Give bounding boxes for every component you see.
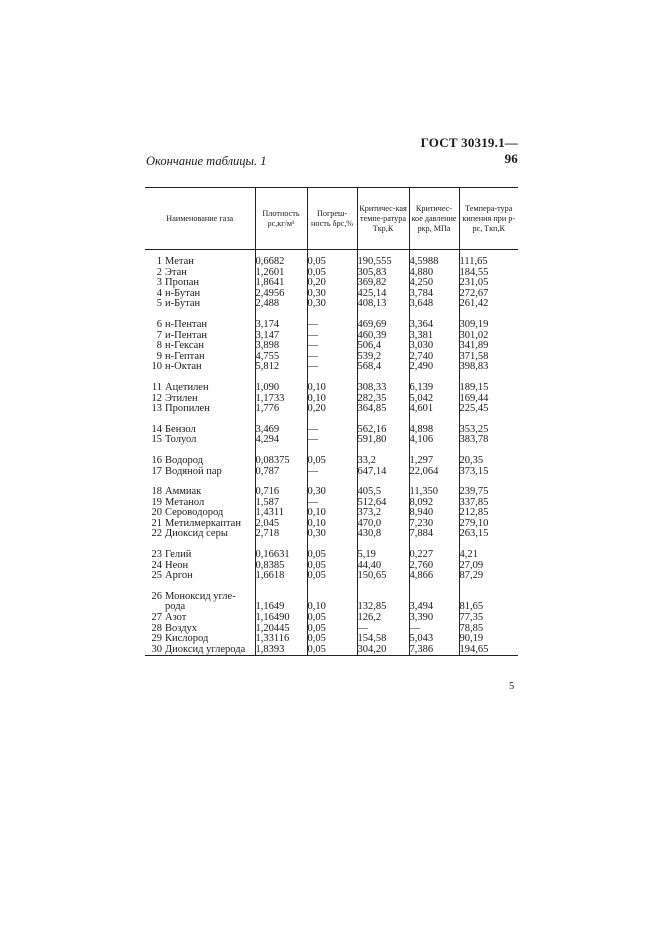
table-row <box>145 529 518 540</box>
row-number: 16 <box>151 454 162 466</box>
boiling-temperature-cell: 194,65 <box>459 645 518 656</box>
critical-temperature-cell: 132,85 <box>357 602 409 613</box>
critical-pressure-cell: 1,297 <box>409 456 459 467</box>
critical-temperature-cell: 562,16 <box>357 425 409 436</box>
spacer-cell <box>409 582 459 592</box>
critical-temperature-cell: 591,80 <box>357 435 409 446</box>
density-cell: 1,1733 <box>255 394 307 405</box>
error-cell: — <box>307 467 357 478</box>
critical-pressure-cell: 11,350 <box>409 487 459 498</box>
row-number: 29 <box>151 633 162 645</box>
table-row <box>145 404 518 415</box>
error-cell: 0,10 <box>307 394 357 405</box>
row-number: 11 <box>151 381 162 393</box>
critical-pressure-cell: 5,043 <box>409 634 459 645</box>
critical-pressure-cell: 8,092 <box>409 498 459 509</box>
boiling-temperature-cell: 169,44 <box>459 394 518 405</box>
error-cell: 0,10 <box>307 383 357 394</box>
row-number: 9 <box>156 350 162 362</box>
table-header-row <box>145 188 518 250</box>
error-cell: — <box>307 362 357 373</box>
density-cell: 0,6682 <box>255 250 307 268</box>
row-number: 1 <box>156 256 162 267</box>
error-cell: 0,20 <box>307 404 357 415</box>
error-cell: 0,30 <box>307 289 357 300</box>
error-cell: 0,05 <box>307 571 357 582</box>
error-cell: 0,05 <box>307 250 357 268</box>
row-number: 8 <box>156 340 162 352</box>
gas-name: Воздух <box>165 622 198 634</box>
table-row <box>145 383 518 394</box>
header-critical-pressure: Критичес-кое давление pкр, МПа <box>409 188 459 250</box>
row-number: 12 <box>151 392 162 404</box>
error-cell: — <box>307 331 357 342</box>
row-number: 25 <box>151 570 162 582</box>
density-cell: 1,8641 <box>255 278 307 289</box>
density-cell: 0,16631 <box>255 550 307 561</box>
error-cell: 0,10 <box>307 508 357 519</box>
table-row <box>145 456 518 467</box>
critical-temperature-cell: 512,64 <box>357 498 409 509</box>
gas-name: Азот <box>165 612 187 624</box>
error-cell: 0,30 <box>307 299 357 310</box>
critical-temperature-cell: 408,13 <box>357 299 409 310</box>
table-row <box>145 362 518 373</box>
gas-name: н-Гексан <box>165 340 204 352</box>
gas-name: н-Пентан <box>165 318 207 330</box>
critical-pressure-cell: 3,494 <box>409 602 459 613</box>
critical-pressure-cell: 3,390 <box>409 613 459 624</box>
critical-temperature-cell: 150,65 <box>357 571 409 582</box>
error-cell: 0,30 <box>307 487 357 498</box>
density-cell: 1,4311 <box>255 508 307 519</box>
density-cell: 2,4956 <box>255 289 307 300</box>
gas-name: Этан <box>165 266 187 278</box>
boiling-temperature-cell: 353,25 <box>459 425 518 436</box>
critical-temperature-cell: 430,8 <box>357 529 409 540</box>
table-row <box>145 299 518 310</box>
density-cell: 1,8393 <box>255 645 307 656</box>
density-cell: 1,33116 <box>255 634 307 645</box>
header-error: Погреш-ность δρc,% <box>307 188 357 250</box>
boiling-temperature-cell: 279,10 <box>459 519 518 530</box>
gas-name-cell <box>145 250 255 268</box>
row-number: 15 <box>151 434 162 446</box>
gas-name: н-Гептан <box>165 350 205 362</box>
boiling-temperature-cell: 111,65 <box>459 250 518 268</box>
critical-pressure-cell: 4,880 <box>409 268 459 279</box>
row-number: 6 <box>156 318 162 330</box>
header-gas-name: Наименование газа <box>145 188 255 250</box>
critical-pressure-cell: 4,898 <box>409 425 459 436</box>
header-boiling-temperature: Темпера-тура кипения при p-pc, Tкп,К <box>459 188 518 250</box>
header-critical-temperature: Критичес-кая темпе-ратура Tкр,К <box>357 188 409 250</box>
critical-temperature-cell: 282,35 <box>357 394 409 405</box>
error-cell: 0,20 <box>307 278 357 289</box>
critical-pressure-cell: — <box>409 624 459 635</box>
row-number: 4 <box>156 287 162 299</box>
table-row <box>145 645 518 656</box>
critical-temperature-cell: 369,82 <box>357 278 409 289</box>
critical-temperature-cell: 470,0 <box>357 519 409 530</box>
row-number: 10 <box>151 361 162 373</box>
gas-name-cell <box>145 645 255 656</box>
boiling-temperature-cell: 383,78 <box>459 435 518 446</box>
row-number: 23 <box>151 549 162 561</box>
error-cell: 0,10 <box>307 602 357 613</box>
error-cell: — <box>307 498 357 509</box>
critical-pressure-cell: 3,364 <box>409 320 459 331</box>
spacer-cell <box>255 582 307 592</box>
density-cell: 3,898 <box>255 341 307 352</box>
critical-pressure-cell: 3,648 <box>409 299 459 310</box>
boiling-temperature-cell: 90,19 <box>459 634 518 645</box>
critical-pressure-cell: 5,042 <box>409 394 459 405</box>
density-cell: 1,587 <box>255 498 307 509</box>
gas-name: н-Бутан <box>165 287 201 299</box>
gas-name: Ацетилен <box>165 381 209 393</box>
row-number: 3 <box>156 277 162 289</box>
critical-pressure-cell: 4,601 <box>409 404 459 415</box>
row-number: 7 <box>156 329 162 341</box>
critical-pressure-cell: 6,139 <box>409 383 459 394</box>
row-number: 14 <box>151 423 162 435</box>
density-cell: 1,1649 <box>255 602 307 613</box>
critical-temperature-cell: — <box>357 624 409 635</box>
row-number: 26 <box>151 590 162 602</box>
gas-name: Толуол <box>165 434 197 446</box>
gas-name: Неон <box>165 559 189 571</box>
density-cell: 1,090 <box>255 383 307 394</box>
error-cell: 0,05 <box>307 550 357 561</box>
boiling-temperature-cell: 373,15 <box>459 467 518 478</box>
gas-name: рода <box>165 601 186 613</box>
critical-pressure-cell: 4,106 <box>409 435 459 446</box>
critical-pressure-cell: 7,230 <box>409 519 459 530</box>
row-number: 2 <box>156 266 162 278</box>
table-row <box>145 571 518 582</box>
row-number: 30 <box>151 643 162 655</box>
error-cell: 0,05 <box>307 645 357 656</box>
row-number: 13 <box>151 403 162 415</box>
critical-temperature-cell: 304,20 <box>357 645 409 656</box>
density-cell: 1,16490 <box>255 613 307 624</box>
gas-name: Моноксид угле- <box>165 590 236 602</box>
error-cell: — <box>307 320 357 331</box>
boiling-temperature-cell: 77,35 <box>459 613 518 624</box>
density-cell: 4,755 <box>255 352 307 363</box>
boiling-temperature-cell: 263,15 <box>459 529 518 540</box>
critical-pressure-cell: 7,884 <box>409 529 459 540</box>
boiling-temperature-cell: 272,67 <box>459 289 518 300</box>
gas-name-cell <box>145 571 255 582</box>
gas-name: Пропан <box>165 277 199 289</box>
row-number: 5 <box>156 298 162 310</box>
error-cell: 0,30 <box>307 529 357 540</box>
boiling-temperature-cell: 337,85 <box>459 498 518 509</box>
critical-pressure-cell: 3,381 <box>409 331 459 342</box>
boiling-temperature-cell: 78,85 <box>459 624 518 635</box>
gas-name: и-Пентан <box>165 329 207 341</box>
boiling-temperature-cell: 341,89 <box>459 341 518 352</box>
document-code: ГОСТ 30319.1—96 <box>420 135 518 166</box>
row-number: 24 <box>151 559 162 571</box>
density-cell: 0,8385 <box>255 561 307 572</box>
density-cell: 1,20445 <box>255 624 307 635</box>
critical-temperature-cell: 44,40 <box>357 561 409 572</box>
critical-pressure-cell: 7,386 <box>409 645 459 656</box>
page-number: 5 <box>509 681 515 692</box>
boiling-temperature-cell: 301,02 <box>459 331 518 342</box>
row-number: 22 <box>151 528 162 540</box>
critical-temperature-cell: 539,2 <box>357 352 409 363</box>
gas-name: Кислород <box>165 633 209 645</box>
gas-name-cell <box>145 320 255 331</box>
boiling-temperature-cell: 309,19 <box>459 320 518 331</box>
gas-name: Этилен <box>165 392 198 404</box>
density-cell: 0,716 <box>255 487 307 498</box>
gas-name: Водяной пар <box>165 465 222 477</box>
density-cell: 4,294 <box>255 435 307 446</box>
gas-name-cell <box>145 383 255 394</box>
error-cell: — <box>307 352 357 363</box>
gas-name-cell <box>145 404 255 415</box>
table-body <box>145 250 518 656</box>
density-cell: 1,2601 <box>255 268 307 279</box>
error-cell: — <box>307 435 357 446</box>
boiling-temperature-cell: 225,45 <box>459 404 518 415</box>
gas-name: Диоксид углерода <box>165 643 246 655</box>
critical-pressure-cell: 0,227 <box>409 550 459 561</box>
density-cell: 2,045 <box>255 519 307 530</box>
critical-temperature-cell: 568,4 <box>357 362 409 373</box>
gas-properties-table <box>145 187 518 656</box>
error-cell: 0,05 <box>307 613 357 624</box>
error-cell: 0,10 <box>307 519 357 530</box>
gas-name: Диоксид серы <box>165 528 228 540</box>
table-row <box>145 467 518 478</box>
boiling-temperature-cell: 184,55 <box>459 268 518 279</box>
critical-pressure-cell: 3,784 <box>409 289 459 300</box>
critical-pressure-cell: 4,250 <box>409 278 459 289</box>
gas-name: Аммиак <box>165 486 202 498</box>
density-cell: 5,812 <box>255 362 307 373</box>
critical-pressure-cell: 2,760 <box>409 561 459 572</box>
error-cell: — <box>307 341 357 352</box>
critical-temperature-cell: 305,83 <box>357 268 409 279</box>
error-cell: 0,05 <box>307 624 357 635</box>
boiling-temperature-cell: 4,21 <box>459 550 518 561</box>
critical-pressure-cell: 4,5988 <box>409 250 459 268</box>
critical-temperature-cell: 5,19 <box>357 550 409 561</box>
boiling-temperature-cell: 231,05 <box>459 278 518 289</box>
critical-temperature-cell: 647,14 <box>357 467 409 478</box>
table-row <box>145 250 518 268</box>
critical-pressure-cell: 22,064 <box>409 467 459 478</box>
critical-temperature-cell: 364,85 <box>357 404 409 415</box>
boiling-temperature-cell: 27,09 <box>459 561 518 572</box>
gas-name-cell <box>145 435 255 446</box>
critical-temperature-cell: 373,2 <box>357 508 409 519</box>
boiling-temperature-cell: 239,75 <box>459 487 518 498</box>
table-row <box>145 320 518 331</box>
critical-temperature-cell: 425,14 <box>357 289 409 300</box>
spacer-cell <box>357 582 409 592</box>
critical-temperature-cell: 190,555 <box>357 250 409 268</box>
density-cell: 0,08375 <box>255 456 307 467</box>
boiling-temperature-cell: 81,65 <box>459 602 518 613</box>
gas-name: Метан <box>165 256 194 267</box>
boiling-temperature-cell: 371,58 <box>459 352 518 363</box>
gas-name-cell <box>145 362 255 373</box>
density-cell: 3,174 <box>255 320 307 331</box>
critical-pressure-cell: 2,490 <box>409 362 459 373</box>
error-cell: 0,05 <box>307 268 357 279</box>
table-row <box>145 435 518 446</box>
boiling-temperature-cell: 189,15 <box>459 383 518 394</box>
gas-name: и-Бутан <box>165 298 201 310</box>
critical-pressure-cell: 8,940 <box>409 508 459 519</box>
density-cell: 1,776 <box>255 404 307 415</box>
header-density: Плотность ρc,кг/м³ <box>255 188 307 250</box>
critical-pressure-cell: 3,030 <box>409 341 459 352</box>
boiling-temperature-cell: 212,85 <box>459 508 518 519</box>
critical-pressure-cell: 2,740 <box>409 352 459 363</box>
gas-name: Метанол <box>165 496 205 508</box>
critical-temperature-cell: 469,69 <box>357 320 409 331</box>
error-cell: — <box>307 425 357 436</box>
critical-temperature-cell: 506,4 <box>357 341 409 352</box>
boiling-temperature-cell: 398,83 <box>459 362 518 373</box>
critical-temperature-cell: 308,33 <box>357 383 409 394</box>
density-cell: 2,718 <box>255 529 307 540</box>
critical-temperature-cell: 126,2 <box>357 613 409 624</box>
gas-name-cell <box>145 592 255 603</box>
critical-temperature-cell: 33,2 <box>357 456 409 467</box>
gas-name: н-Октан <box>165 361 202 373</box>
row-number: 27 <box>151 612 162 624</box>
density-cell: 1,6618 <box>255 571 307 582</box>
error-cell: 0,05 <box>307 456 357 467</box>
gas-name-cell <box>145 299 255 310</box>
row-number: 21 <box>151 517 162 529</box>
row-number: 18 <box>151 486 162 498</box>
spacer-cell <box>307 582 357 592</box>
gas-name: Гелий <box>165 549 192 561</box>
gas-name: Бензол <box>165 423 196 435</box>
gas-name-cell <box>145 467 255 478</box>
density-cell: 2,488 <box>255 299 307 310</box>
row-number: 28 <box>151 622 162 634</box>
critical-temperature-cell: 405,5 <box>357 487 409 498</box>
gas-name-cell <box>145 456 255 467</box>
critical-temperature-cell: 154,58 <box>357 634 409 645</box>
gas-name: Сероводород <box>165 507 224 519</box>
boiling-temperature-cell: 20,35 <box>459 456 518 467</box>
spacer-cell <box>459 582 518 592</box>
gas-name: Аргон <box>165 570 193 582</box>
row-number: 17 <box>151 465 162 477</box>
gas-name: Водород <box>165 454 204 466</box>
density-cell: 3,469 <box>255 425 307 436</box>
density-cell: 0,787 <box>255 467 307 478</box>
gas-name-cell <box>145 529 255 540</box>
critical-temperature-cell: 460,39 <box>357 331 409 342</box>
table-continuation-label: Окончание таблицы. 1 <box>146 154 267 168</box>
boiling-temperature-cell: 87,29 <box>459 571 518 582</box>
row-number: 19 <box>151 496 162 508</box>
row-number: 20 <box>151 507 162 519</box>
gas-name: Метилмеркаптан <box>165 517 241 529</box>
boiling-temperature-cell: 261,42 <box>459 299 518 310</box>
error-cell: 0,05 <box>307 634 357 645</box>
gas-name: Пропилен <box>165 403 210 415</box>
density-cell: 3,147 <box>255 331 307 342</box>
error-cell: 0,05 <box>307 561 357 572</box>
critical-pressure-cell: 4,866 <box>409 571 459 582</box>
